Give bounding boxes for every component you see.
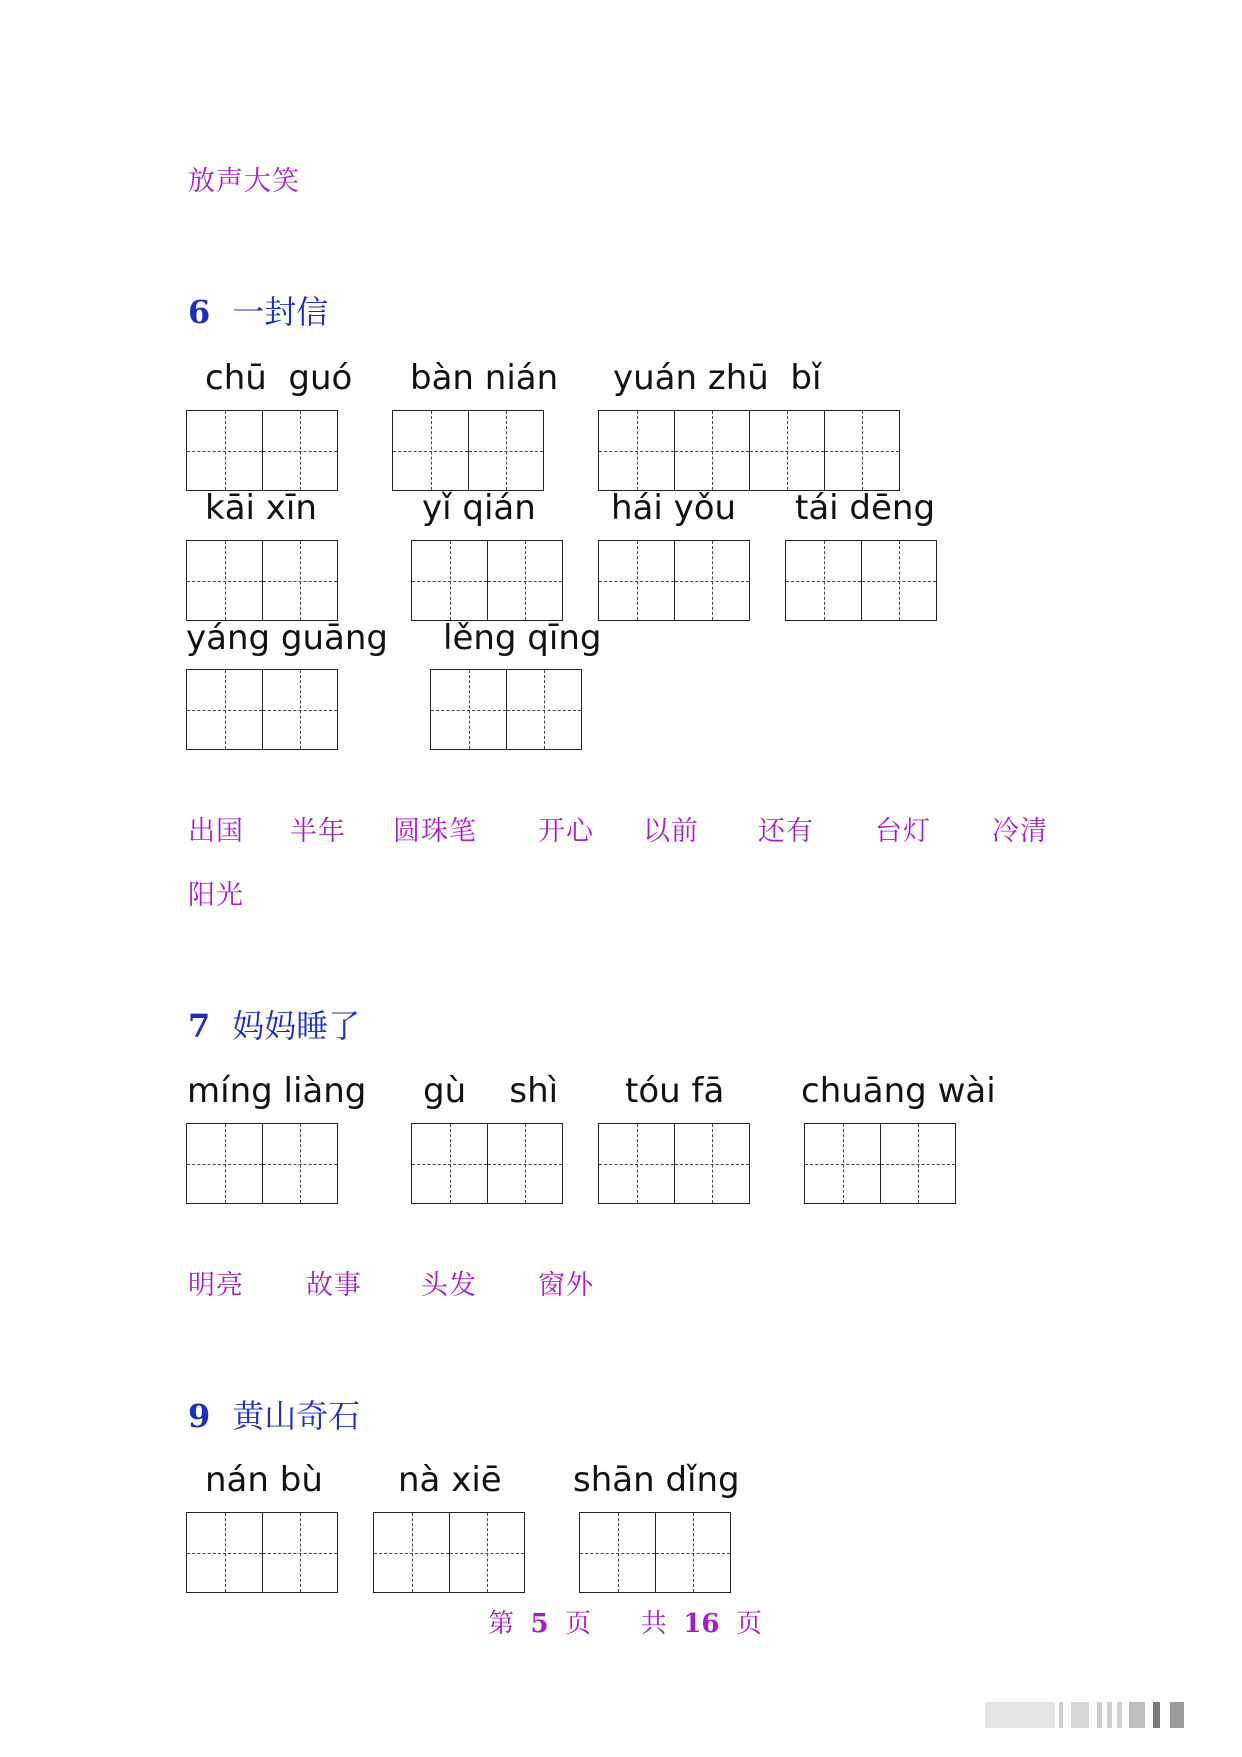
pinyin-label: yuán zhū bǐ	[613, 358, 822, 398]
section-heading	[188, 1007, 361, 1045]
writing-cell[interactable]	[880, 1124, 955, 1203]
section-number: 6	[188, 293, 211, 331]
writing-cell[interactable]	[431, 670, 506, 749]
writing-cell[interactable]	[674, 1124, 749, 1203]
pinyin-label: chū guó	[205, 358, 353, 398]
writing-cell[interactable]	[599, 411, 674, 490]
writing-cell[interactable]	[749, 411, 824, 490]
pinyin-label: nà xiē	[398, 1460, 502, 1500]
writing-cell[interactable]	[187, 541, 262, 620]
writing-cell[interactable]	[262, 670, 337, 749]
section-title: 妈妈睡了	[232, 1007, 361, 1045]
writing-cell[interactable]	[674, 541, 749, 620]
writing-grid[interactable]	[186, 1123, 338, 1204]
footer-page-label: 第	[488, 1609, 515, 1639]
answer-text: 还有	[758, 816, 814, 847]
writing-grid[interactable]	[411, 1123, 563, 1204]
writing-cell[interactable]	[487, 1124, 562, 1203]
writing-grid[interactable]	[186, 540, 338, 621]
writing-cell[interactable]	[262, 1124, 337, 1203]
answer-text: 以前	[643, 816, 699, 847]
pinyin-label: tóu fā	[625, 1071, 725, 1111]
writing-grid[interactable]	[411, 540, 563, 621]
answer-text: 明亮	[188, 1270, 244, 1301]
section-number: 9	[188, 1397, 211, 1435]
writing-grid[interactable]	[598, 1123, 750, 1204]
pinyin-label: kāi xīn	[205, 488, 317, 528]
writing-cell[interactable]	[786, 541, 861, 620]
writing-cell[interactable]	[824, 411, 899, 490]
writing-cell[interactable]	[674, 411, 749, 490]
writing-grid[interactable]	[186, 1512, 338, 1593]
writing-grid[interactable]	[579, 1512, 731, 1593]
pinyin-label: gù shì	[423, 1071, 559, 1111]
writing-grid[interactable]	[804, 1123, 956, 1204]
section-number: 7	[188, 1007, 211, 1045]
answer-text: 故事	[306, 1270, 362, 1301]
writing-cell[interactable]	[262, 541, 337, 620]
page-footer	[488, 1611, 762, 1637]
answer-text: 窗外	[538, 1270, 594, 1301]
writing-cell[interactable]	[412, 1124, 487, 1203]
writing-cell[interactable]	[599, 541, 674, 620]
writing-grid[interactable]	[186, 669, 338, 750]
footer-total-label: 共	[640, 1609, 667, 1639]
pinyin-label: míng liàng	[187, 1071, 367, 1111]
writing-cell[interactable]	[861, 541, 936, 620]
answer-text: 放声大笑	[188, 166, 300, 197]
pinyin-label: yáng guāng	[186, 618, 388, 658]
writing-cell[interactable]	[580, 1513, 655, 1592]
footer-total-unit: 页	[736, 1609, 763, 1639]
watermark-barcode-icon	[985, 1702, 1205, 1732]
answer-text: 圆珠笔	[393, 816, 477, 847]
writing-cell[interactable]	[187, 1513, 262, 1592]
answer-text: 头发	[421, 1270, 477, 1301]
answer-text: 开心	[538, 816, 594, 847]
writing-cell[interactable]	[187, 670, 262, 749]
pinyin-label: hái yǒu	[611, 488, 737, 528]
answer-text: 阳光	[188, 880, 244, 911]
writing-grid[interactable]	[186, 410, 338, 491]
section-title: 一封信	[232, 293, 329, 331]
answer-text: 出国	[188, 816, 244, 847]
pinyin-label: bàn nián	[410, 358, 559, 398]
footer-page-unit: 页	[565, 1609, 592, 1639]
section-title: 黄山奇石	[232, 1397, 361, 1435]
writing-cell[interactable]	[187, 1124, 262, 1203]
writing-cell[interactable]	[599, 1124, 674, 1203]
pinyin-label: chuāng wài	[801, 1071, 996, 1111]
writing-cell[interactable]	[655, 1513, 730, 1592]
writing-grid[interactable]	[392, 410, 544, 491]
writing-cell[interactable]	[506, 670, 581, 749]
writing-cell[interactable]	[262, 411, 337, 490]
writing-cell[interactable]	[412, 541, 487, 620]
writing-grid[interactable]	[430, 669, 582, 750]
answer-text: 半年	[290, 816, 346, 847]
writing-cell[interactable]	[374, 1513, 449, 1592]
writing-grid[interactable]	[598, 540, 750, 621]
writing-cell[interactable]	[805, 1124, 880, 1203]
answer-text: 台灯	[875, 816, 931, 847]
writing-cell[interactable]	[468, 411, 543, 490]
writing-cell[interactable]	[393, 411, 468, 490]
total-page-number: 16	[683, 1609, 720, 1639]
section-heading	[188, 293, 329, 331]
writing-cell[interactable]	[487, 541, 562, 620]
writing-cell[interactable]	[449, 1513, 524, 1592]
pinyin-label: yǐ qián	[422, 488, 536, 528]
pinyin-label: lěng qīng	[443, 618, 602, 658]
pinyin-label: shān dǐng	[573, 1460, 740, 1500]
answer-text: 冷清	[992, 816, 1048, 847]
writing-grid[interactable]	[785, 540, 937, 621]
pinyin-label: nán bù	[205, 1460, 323, 1500]
writing-grid[interactable]	[373, 1512, 525, 1593]
writing-cell[interactable]	[187, 411, 262, 490]
writing-cell[interactable]	[262, 1513, 337, 1592]
current-page-number: 5	[530, 1609, 549, 1639]
writing-grid[interactable]	[598, 410, 900, 491]
section-heading	[188, 1397, 361, 1435]
pinyin-label: tái dēng	[795, 488, 936, 528]
